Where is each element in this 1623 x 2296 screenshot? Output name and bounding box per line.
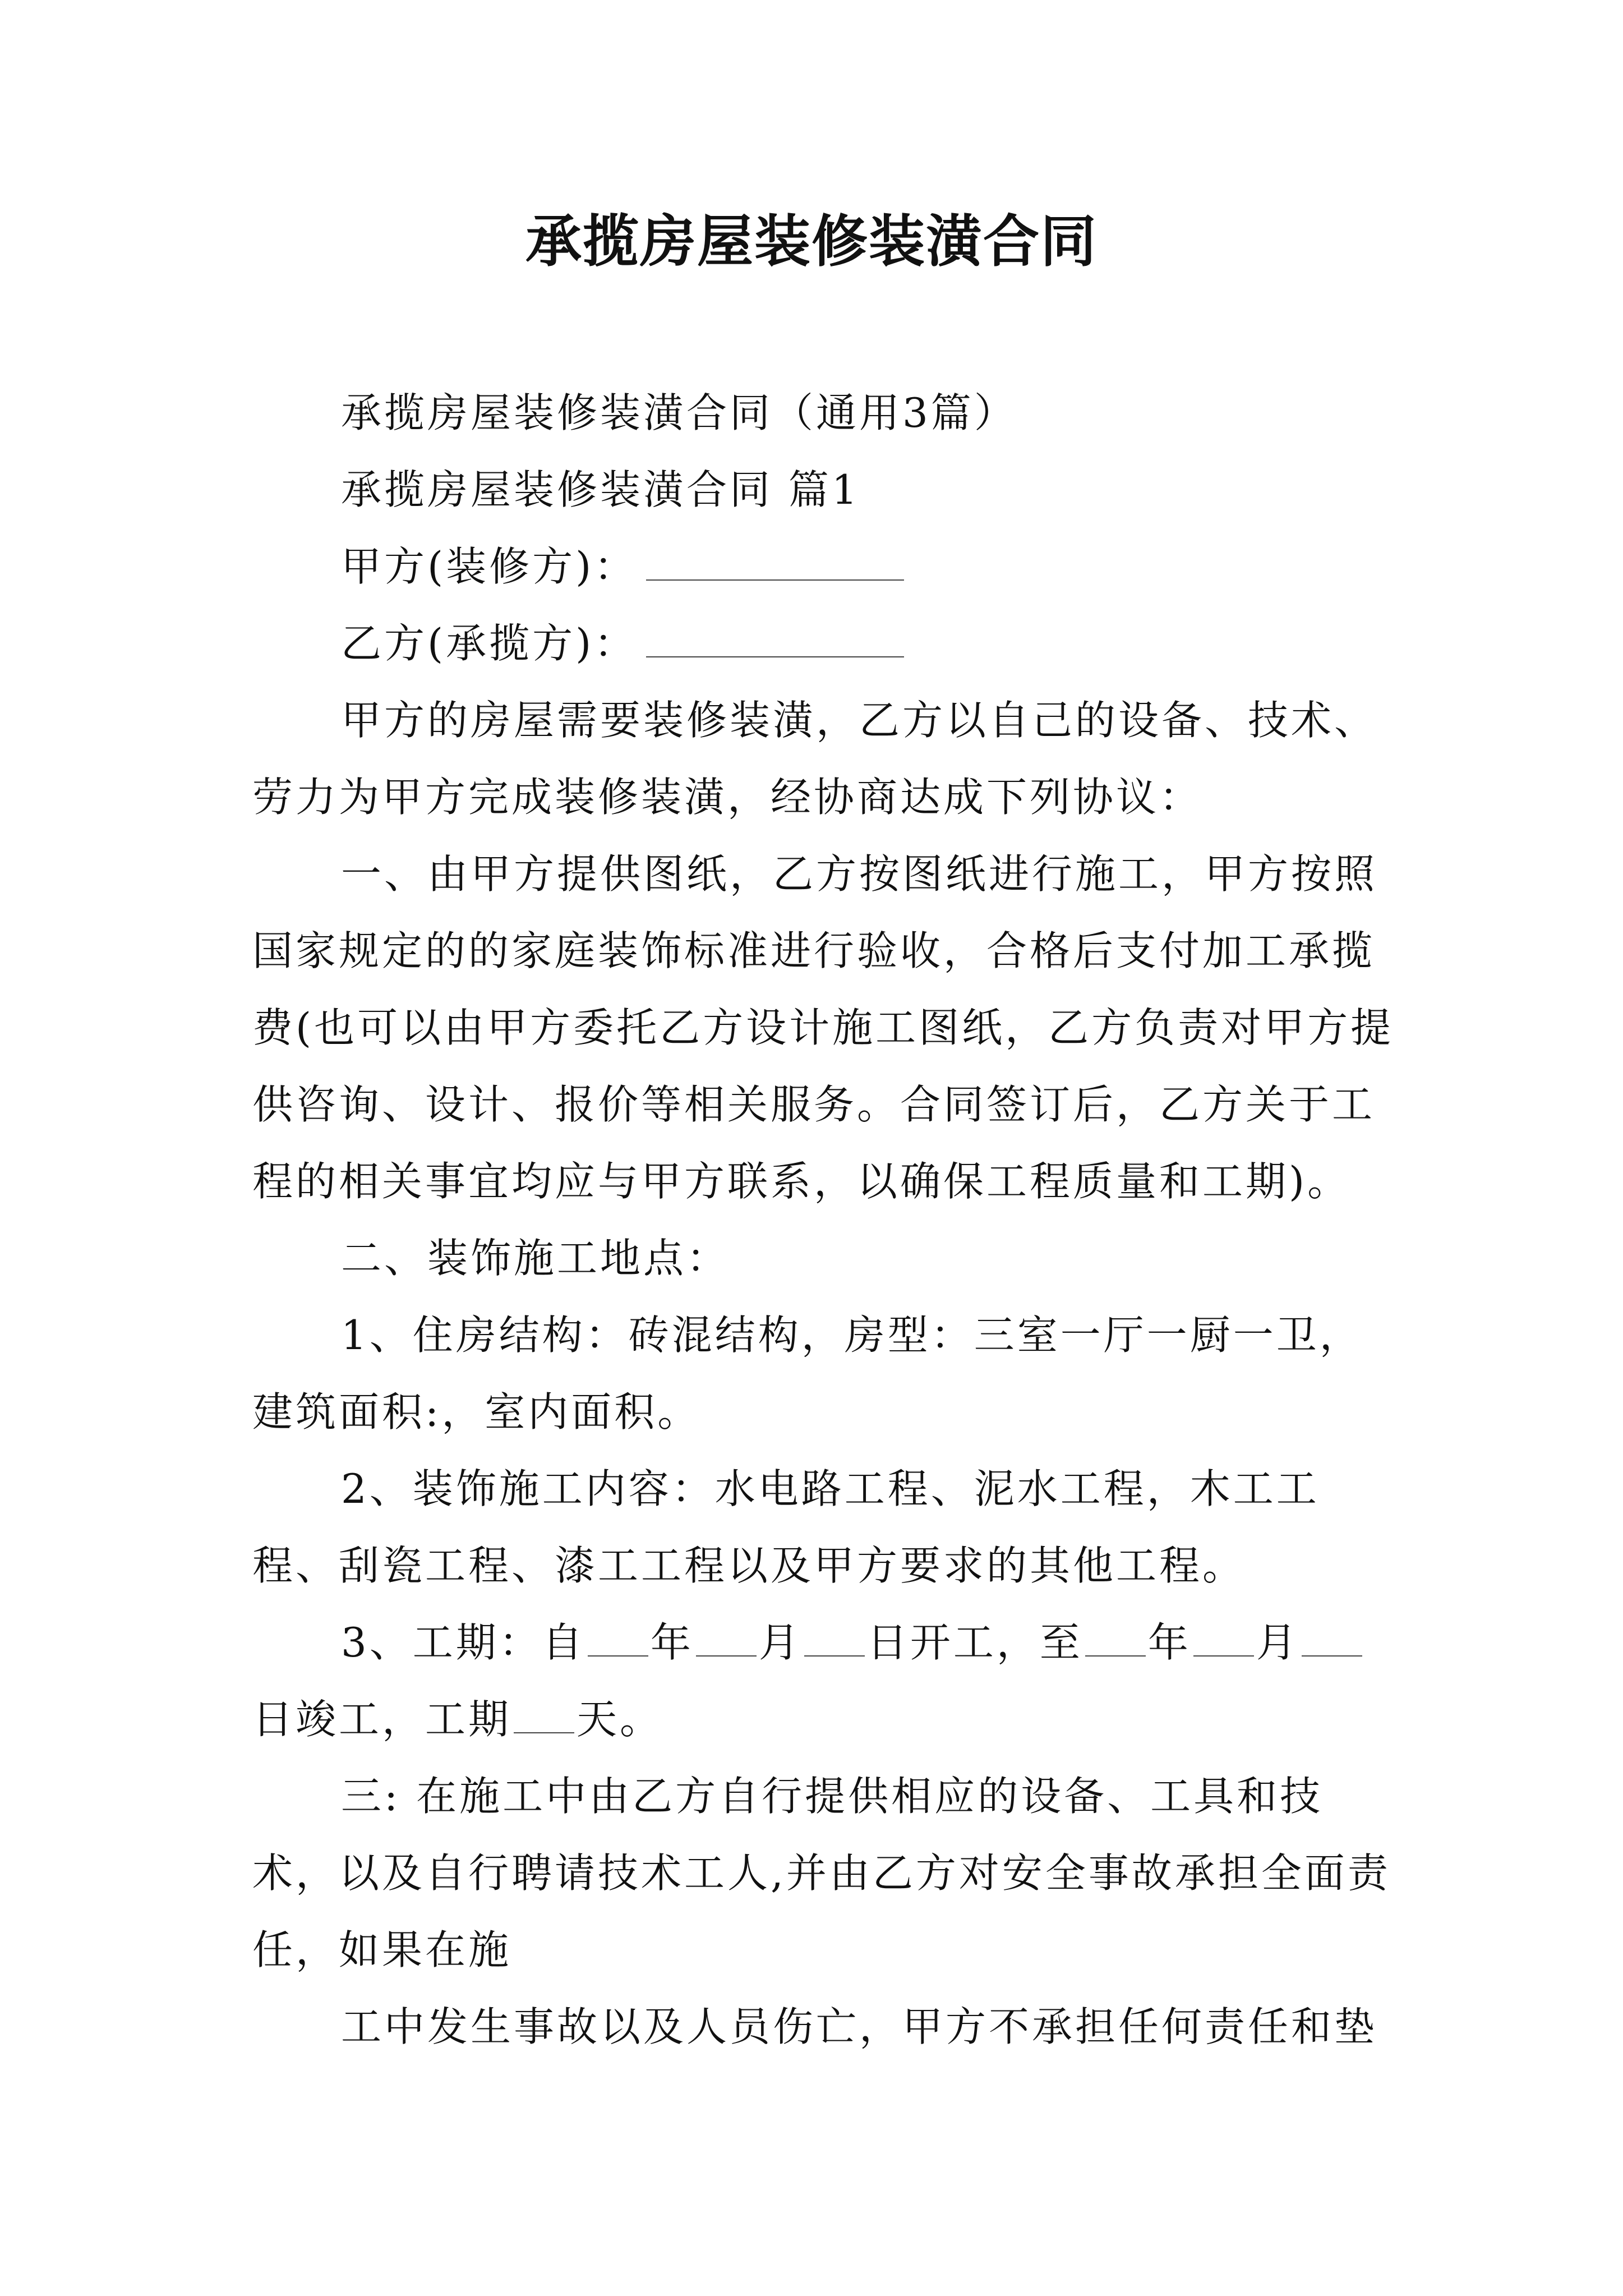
party-b-label: 乙方(承揽方)： — [341, 620, 638, 667]
clause-3-continuation: 工中发生事故以及人员伤亡，甲方不承担任何责任和垫 — [341, 2003, 1378, 2050]
document-body — [252, 375, 1402, 2065]
end-day-label: 日竣工，工期 — [252, 1696, 512, 1743]
item-2-paragraph: 2、装饰施工内容：水电路工程、泥水工程，木工工程、刮瓷工程、漆工工程以及甲方要求的其他工程。 — [252, 1465, 1320, 1589]
intro-paragraph: 甲方的房屋需要装修装潢，乙方以自己的设备、技术、劳力为甲方完成装修装潢，经协商达成下列协议： — [252, 697, 1378, 821]
party-a-blank — [646, 540, 904, 581]
end-month-label: 月 — [1256, 1619, 1299, 1666]
clause-3-paragraph: 三: 在施工中由乙方自行提供相应的设备、工具和技术，以及自行聘请技术工人,并由乙方对安全事故承担全面责任，如果在施 — [252, 1773, 1391, 1973]
item-3-prefix: 3、工期：自 — [341, 1619, 585, 1666]
start-year-label: 年 — [650, 1619, 694, 1666]
item-3-paragraph — [252, 1604, 1402, 1758]
party-b-line — [252, 605, 1402, 682]
end-year-blank — [1085, 1616, 1146, 1657]
party-b-blank — [646, 617, 904, 657]
duration-suffix: 天。 — [577, 1696, 663, 1743]
document-title: 承揽房屋装修装潢合同 — [525, 208, 1098, 274]
end-year-label: 年 — [1147, 1619, 1191, 1666]
end-month-blank — [1193, 1616, 1254, 1657]
party-a-label: 甲方(装修方)： — [341, 543, 638, 590]
party-a-line — [252, 528, 1402, 605]
item-1-paragraph: 1、住房结构：砖混结构，房型：三室一厅一厨一卫，建筑面积:，室内面积。 — [252, 1312, 1363, 1435]
duration-blank — [514, 1693, 574, 1733]
document-subtitle: 承揽房屋装修装潢合同（通用3篇） — [341, 389, 1017, 436]
start-day-label: 日开工，至 — [866, 1619, 1083, 1666]
end-day-blank — [1302, 1616, 1362, 1657]
start-month-label: 月 — [758, 1619, 802, 1666]
section-heading: 承揽房屋装修装潢合同 篇1 — [341, 466, 860, 513]
start-day-blank — [804, 1616, 865, 1657]
clause-2-heading: 二、装饰施工地点： — [341, 1235, 730, 1282]
start-month-blank — [696, 1616, 757, 1657]
start-year-blank — [588, 1616, 648, 1657]
clause-1-paragraph: 一、由甲方提供图纸，乙方按图纸进行施工，甲方按照国家规定的的家庭装饰标准进行验收，合格后支付加工承揽费(也可以由甲方委托乙方设计施工图纸，乙方负责对甲方提供咨询、设计、报价等相关服务。合同签订后，乙方关于工程的相关事宜均应与甲方联系，以确保工程质量和工期)。 — [252, 850, 1394, 1205]
